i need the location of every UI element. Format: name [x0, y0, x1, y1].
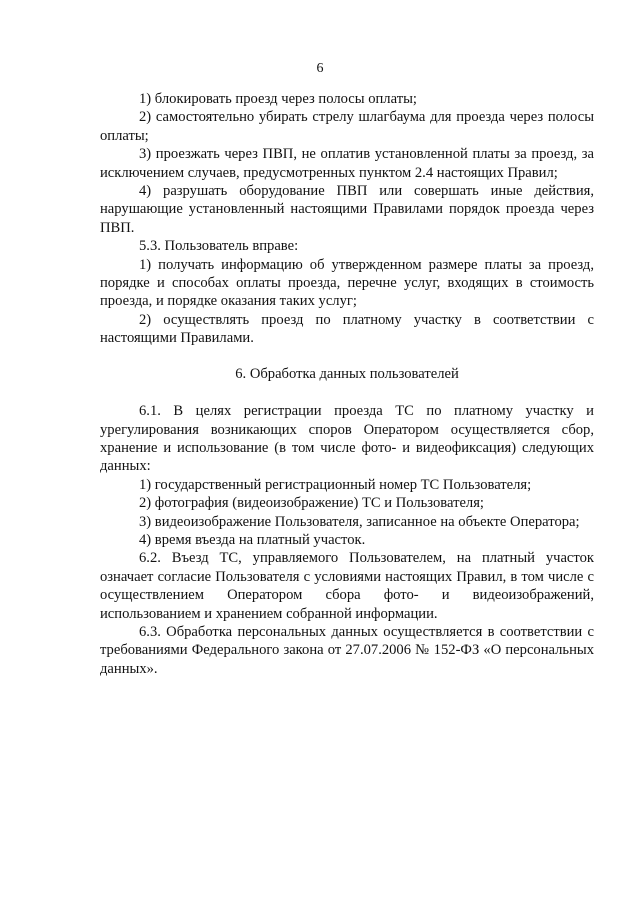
clause-5-3-heading: 5.3. Пользователь вправе: — [139, 238, 299, 255]
document-body — [100, 90, 594, 678]
list-item-travel-on-toll-section: 2) осуществлять проезд по платному участку в соответствии с настоящими Правилами. — [100, 311, 594, 347]
list-item-photo: 2) фотография (видеоизображение) ТС и Пользователя; — [139, 495, 484, 512]
clause-6-2: 6.2. Въезд ТС, управляемого Пользователем, на платный участок означает согласие Пользователя с условиями настоящих Правил, в том числе с осуществлением Оператором сбора фото- и видеоизображений, использованием и хранением собранной информации. — [100, 550, 594, 622]
list-item-damage-equipment: 4) разрушать оборудование ПВП или совершать иные действия, нарушающие установленный настоящими Правилами порядок проезда через ПВП. — [100, 183, 594, 236]
list-item-entry-time: 4) время въезда на платный участок. — [139, 531, 366, 548]
page-number: 6 — [316, 61, 324, 76]
list-item-block-passage: 1) блокировать проезд через полосы оплаты; — [139, 91, 417, 107]
list-item-video: 3) видеоизображение Пользователя, записанное на объекте Оператора; — [139, 513, 580, 530]
list-item-registration-number: 1) государственный регистрационный номер ТС Пользователя; — [139, 476, 532, 493]
list-item-receive-information: 1) получать информацию об утвержденном размере платы за проезд, порядке и способах оплаты проезда, перечне услуг, входящих в стоимость проезда, и порядке оказания таких услуг; — [100, 256, 594, 310]
list-item-pass-without-payment: 3) проезжать через ПВП, не оплатив установленной платы за проезд, за исключением случаев, предусмотренных пунктом 2.4 настоящих Правил; — [100, 146, 594, 181]
list-item-remove-barrier: 2) самостоятельно убирать стрелу шлагбаума для проезда через полосы оплаты; — [100, 109, 594, 144]
section-heading: 6. Обработка данных пользователей — [235, 365, 459, 382]
clause-6-3: 6.3. Обработка персональных данных осуществляется в соответствии с требованиями Федерального закона от 27.07.2006 № 152-ФЗ «О персональных данных». — [100, 623, 594, 677]
clause-6-1: 6.1. В целях регистрации проезда ТС по платному участку и урегулирования возникающих споров Оператором осуществляется сбор, хранение и использование (в том числе фото- и видеофиксация) следующих данных: — [100, 403, 594, 475]
